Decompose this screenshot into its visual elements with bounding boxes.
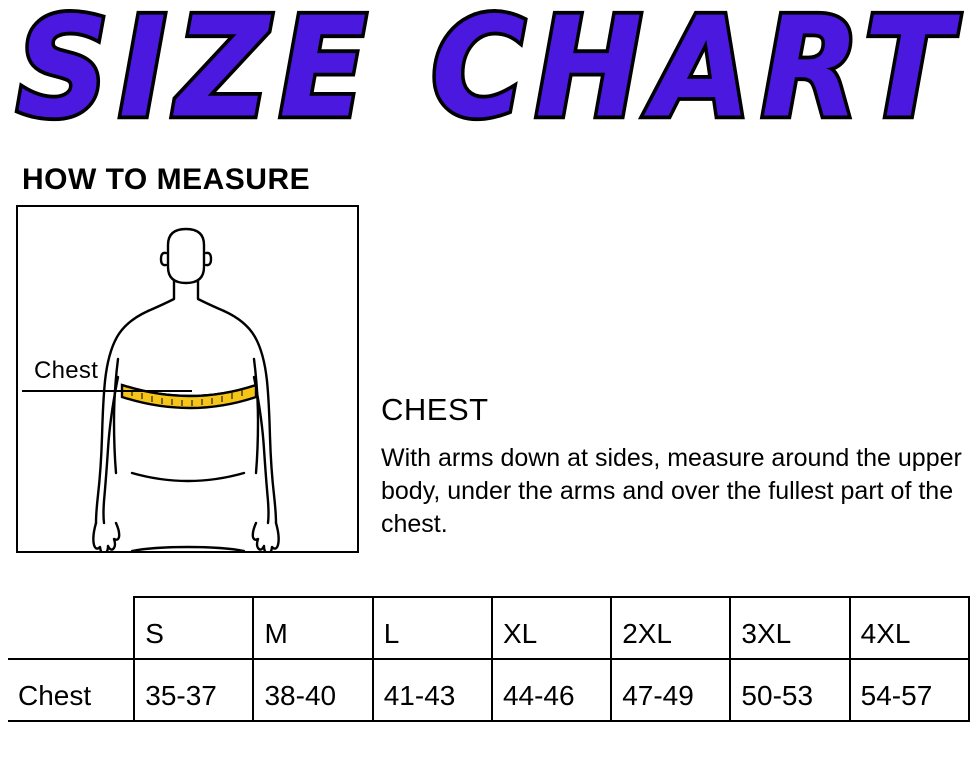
table-cell: 35-37	[134, 659, 253, 721]
size-chart-table	[8, 596, 970, 722]
chest-description	[381, 392, 971, 541]
table-header-cell: L	[373, 597, 492, 659]
table-header-cell: S	[134, 597, 253, 659]
table-cell: 54-57	[850, 659, 969, 721]
page-title	[0, 0, 978, 149]
table-cell: 50-53	[730, 659, 849, 721]
chest-measure-label: Chest	[34, 357, 99, 384]
how-to-measure-heading: HOW TO MEASURE	[22, 163, 311, 196]
table-header-cell: 3XL	[730, 597, 849, 659]
chest-description-body: With arms down at sides, measure around the upper body, under the arms and over the fullest part of the chest.	[381, 444, 962, 538]
chest-leader-line	[22, 390, 192, 392]
page-title-text: SIZE CHART	[16, 0, 962, 149]
table-cell: 38-40	[253, 659, 372, 721]
table-header-cell: M	[253, 597, 372, 659]
table-cell: 44-46	[492, 659, 611, 721]
table-header-cell: 4XL	[850, 597, 969, 659]
table-header-cell: 2XL	[611, 597, 730, 659]
table-cell: 41-43	[373, 659, 492, 721]
table-row	[8, 659, 969, 721]
table-header-cell: XL	[492, 597, 611, 659]
table-cell: 47-49	[611, 659, 730, 721]
table-row-label: Chest	[8, 659, 134, 721]
tape-measure-icon	[122, 385, 256, 408]
table-header-row	[8, 597, 969, 659]
table-corner-cell	[8, 597, 134, 659]
chest-description-heading: CHEST	[381, 392, 489, 427]
